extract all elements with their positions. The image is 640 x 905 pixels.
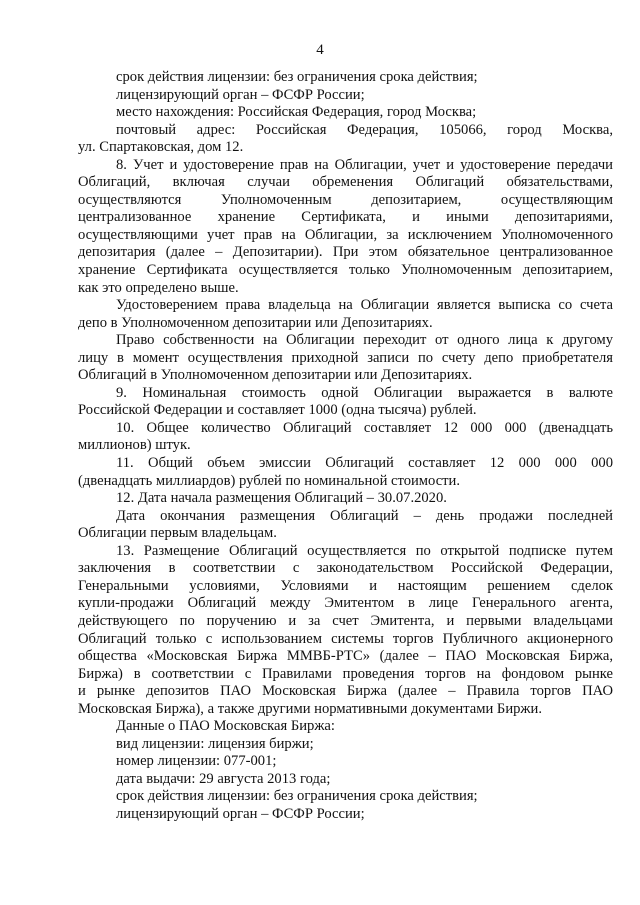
text-line: Право собственности на Облигации переходит от одного лица к другому	[116, 332, 613, 349]
text-line: почтовый адрес: Российская Федерация, 105066, город Москва,	[116, 121, 613, 138]
text-line: депо в Уполномоченном депозитарии или Депозитариях.	[78, 314, 433, 331]
text-line: лицензирующий орган – ФСФР России;	[116, 86, 365, 103]
text-line: как это определено выше.	[78, 279, 239, 296]
text-line: купли-продажи Облигаций между Эмитентом в лице Генерального агента,	[78, 595, 613, 612]
text-line: общества «Московская Биржа ММВБ-РТС» (далее – ПАО Московская Биржа,	[78, 648, 613, 665]
text-line: 12. Дата начала размещения Облигаций – 30.07.2020.	[116, 490, 447, 507]
text-line: Российской Федерации и составляет 1000 (одна тысяча) рублей.	[78, 402, 477, 419]
text-line: 11. Общий объем эмиссии Облигаций составляет 12 000 000 000	[116, 455, 613, 472]
text-line: Данные о ПАО Московская Биржа:	[116, 718, 335, 735]
text-line: номер лицензии: 077-001;	[116, 753, 277, 770]
text-line: место нахождения: Российская Федерация, город Москва;	[116, 104, 477, 121]
text-line: ул. Спартаковская, дом 12.	[78, 139, 244, 156]
text-line: заключения в соответствии с законодательством Российской Федерации,	[78, 560, 613, 577]
text-line: Удостоверением права владельца на Облигации является выписка со счета	[116, 297, 613, 314]
text-line: срок действия лицензии: без ограничения срока действия;	[116, 788, 478, 805]
document-body	[78, 69, 613, 824]
text-line: лицензирующий орган – ФСФР России;	[116, 805, 365, 822]
text-line: осуществляются Уполномоченным депозитарием, осуществляющим	[78, 191, 613, 208]
text-line: Биржа) в соответствии с Правилами проведения торгов на фондовом рынке	[78, 665, 613, 682]
text-line: Генеральными условиями, Условиями и настоящим решением сделок	[78, 577, 613, 594]
text-line: Дата окончания размещения Облигаций – день продажи последней	[116, 507, 613, 524]
text-line: 13. Размещение Облигаций осуществляется по открытой подписке путем	[116, 542, 613, 559]
page-number: 4	[316, 42, 324, 58]
text-line: 9. Номинальная стоимость одной Облигации выражается в валюте	[116, 384, 613, 401]
text-line: действующего по поручению и за счет Эмитента, и первыми владельцами	[78, 612, 613, 629]
text-line: Облигаций в Уполномоченном депозитарии или Депозитариях.	[78, 367, 473, 384]
text-line: централизованное хранение Сертификата, и иными депозитариями,	[78, 209, 613, 226]
text-line: 10. Общее количество Облигаций составляет 12 000 000 (двенадцать	[116, 419, 613, 436]
text-line: и рынке депозитов ПАО Московская Биржа (далее – Правила торгов ПАО	[78, 683, 613, 700]
text-line: депозитария (далее – Депозитарии). При этом обязательное централизованное	[78, 244, 613, 261]
text-line: Облигации первым владельцам.	[78, 525, 277, 542]
text-line: (двенадцать миллиардов) рублей по номинальной стоимости.	[78, 472, 461, 489]
text-line: 8. Учет и удостоверение прав на Облигации, учет и удостоверение передачи	[116, 156, 613, 173]
text-line: осуществляющими учет прав на Облигации, за исключением Уполномоченного	[78, 226, 613, 243]
text-line: вид лицензии: лицензия биржи;	[116, 735, 314, 752]
text-line: Московская Биржа), а также другими нормативными документами Биржи.	[78, 700, 542, 717]
text-line: хранение Сертификата осуществляется только Уполномоченным депозитарием,	[78, 262, 613, 279]
text-line: Облигаций только с использованием системы торгов Публичного акционерного	[78, 630, 613, 647]
text-line: дата выдачи: 29 августа 2013 года;	[116, 770, 331, 787]
text-line: срок действия лицензии: без ограничения срока действия;	[116, 69, 478, 85]
text-line: лицу в момент осуществления приходной записи по счету депо приобретателя	[78, 349, 613, 366]
text-line: миллионов) штук.	[78, 437, 191, 454]
text-line: Облигаций, включая случаи обременения Облигаций обязательствами,	[78, 174, 613, 191]
